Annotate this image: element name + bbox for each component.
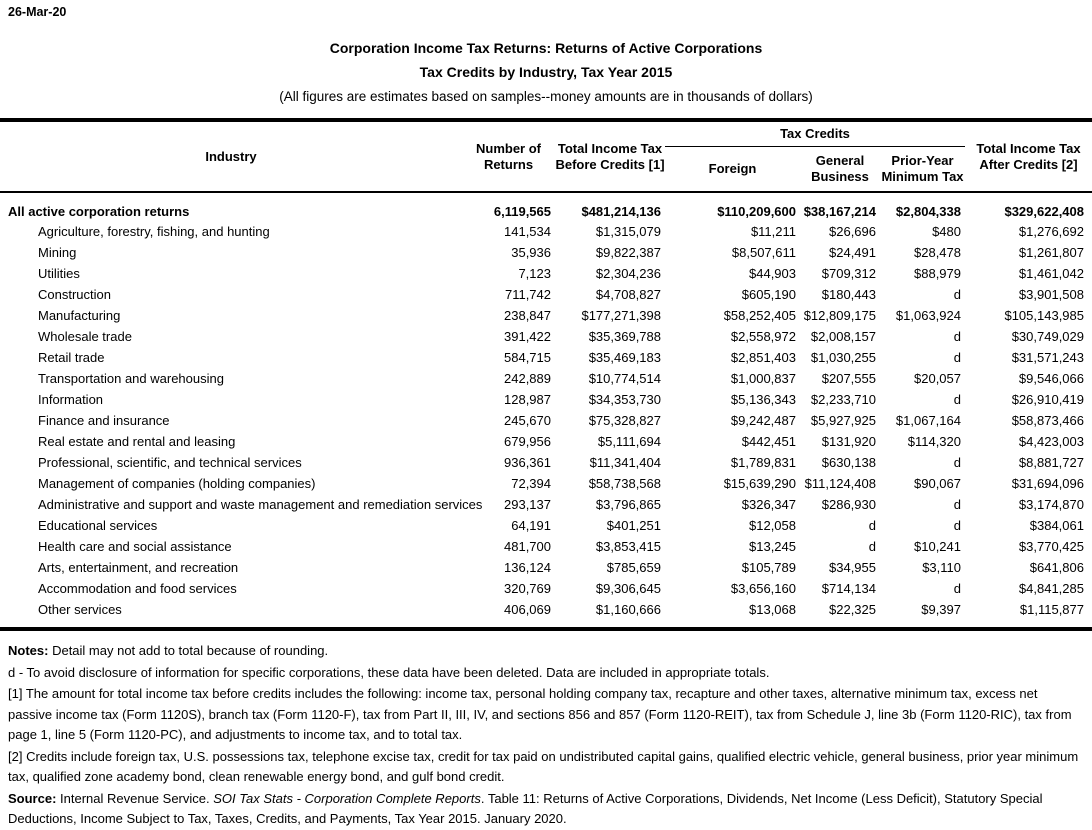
total-after-credits-cell: $31,694,096 bbox=[1011, 476, 1084, 491]
industry-cell: Finance and insurance bbox=[38, 413, 170, 428]
col-header-number-of-returns: Number of Returns bbox=[476, 140, 541, 172]
total-before-credits-cell: $58,738,568 bbox=[588, 476, 661, 491]
prior-year-minimum-cell: $2,804,338 bbox=[895, 203, 961, 219]
total-before-credits-cell: $1,315,079 bbox=[595, 224, 661, 239]
prior-year-minimum-cell: d bbox=[953, 518, 961, 533]
industry-cell: Real estate and rental and leasing bbox=[38, 434, 236, 449]
number-of-returns-cell: 238,847 bbox=[504, 308, 551, 323]
table-row bbox=[0, 192, 1092, 221]
prior-year-minimum-cell: d bbox=[953, 329, 961, 344]
total-after-credits-cell: $1,461,042 bbox=[1018, 266, 1084, 281]
total-after-credits-cell: $31,571,243 bbox=[1011, 350, 1084, 365]
general-business-credit-cell: $709,312 bbox=[821, 266, 876, 281]
table-row bbox=[0, 473, 1092, 494]
table-row bbox=[0, 410, 1092, 431]
table-row bbox=[0, 368, 1092, 389]
prior-year-minimum-cell: $28,478 bbox=[914, 245, 961, 260]
col-header-total-after-credits: Total Income Tax After Credits [2] bbox=[976, 140, 1081, 172]
general-business-credit-cell: $24,491 bbox=[829, 245, 876, 260]
total-after-credits-cell: $641,806 bbox=[1029, 560, 1084, 575]
footnotes-section bbox=[0, 641, 1092, 830]
foreign-credit-cell: $105,789 bbox=[741, 560, 796, 575]
number-of-returns-cell: 7,123 bbox=[518, 266, 551, 281]
source-suffix: . Table 11: Returns of Active Corporations, Dividends, Net Income (Less Deficit), Statutory Special Deductions, Income Subject to Tax, Taxes, Credits, and Payments, Tax Year 2015. January 2020. bbox=[8, 790, 1043, 826]
general-business-credit-cell: $714,134 bbox=[821, 581, 876, 596]
page-subtitle-line: Tax Credits by Industry, Tax Year 2015 bbox=[419, 64, 673, 80]
foreign-credit-cell: $9,242,487 bbox=[730, 413, 796, 428]
source-publication: SOI Tax Stats - Corporation Complete Reports bbox=[213, 790, 481, 806]
total-after-credits-cell: $329,622,408 bbox=[1004, 203, 1084, 219]
table-row bbox=[0, 263, 1092, 284]
notes-line bbox=[8, 641, 1082, 662]
col-group-header-tax-credits: Tax Credits bbox=[665, 122, 965, 146]
prior-year-minimum-cell: d bbox=[953, 497, 961, 512]
number-of-returns-cell: 141,534 bbox=[504, 224, 551, 239]
number-of-returns-cell: 242,889 bbox=[504, 371, 551, 386]
total-before-credits-cell: $481,214,136 bbox=[581, 203, 661, 219]
total-after-credits-cell: $105,143,985 bbox=[1004, 308, 1084, 323]
industry-cell: Accommodation and food services bbox=[38, 581, 237, 596]
general-business-credit-cell: $286,930 bbox=[821, 497, 876, 512]
number-of-returns-cell: 320,769 bbox=[504, 581, 551, 596]
notes-label: Notes: bbox=[8, 643, 49, 658]
table-bottom-rule bbox=[0, 627, 1092, 631]
footnote-1: [1] The amount for total income tax before credits includes the following: income tax, personal holding company tax, recapture and other taxes, alternative minimum tax, excess net passive income tax (Form 1120S), branch tax (Form 1120-F), tax from Part II, III, IV, and sections 856 and 857 (Form 1120-REIT), tax from Schedule J, line 3b (Form 1120-RIC), tax from page 1, line 5 (Form 1120-PC), and adjustments to income tax, and to total tax. bbox=[8, 686, 1072, 742]
total-after-credits-cell: $26,910,419 bbox=[1011, 392, 1084, 407]
prior-year-minimum-cell: $114,320 bbox=[907, 434, 961, 449]
total-after-credits-cell: $4,423,003 bbox=[1018, 434, 1084, 449]
table-row bbox=[0, 284, 1092, 305]
table-row bbox=[0, 494, 1092, 515]
general-business-credit-cell: $180,443 bbox=[821, 287, 876, 302]
foreign-credit-cell: $13,068 bbox=[749, 602, 796, 617]
table-row bbox=[0, 326, 1092, 347]
table-row bbox=[0, 557, 1092, 578]
general-business-credit-cell: $12,809,175 bbox=[803, 308, 876, 323]
prior-year-minimum-cell: $1,067,164 bbox=[895, 413, 961, 428]
industry-cell: Administrative and support and waste management and remediation services bbox=[38, 497, 483, 512]
industry-cell: Transportation and warehousing bbox=[38, 371, 224, 386]
total-after-credits-cell: $1,261,807 bbox=[1018, 245, 1084, 260]
number-of-returns-cell: 679,956 bbox=[504, 434, 551, 449]
number-of-returns-cell: 406,069 bbox=[504, 602, 551, 617]
general-business-credit-cell: $1,030,255 bbox=[810, 350, 876, 365]
foreign-credit-cell: $3,656,160 bbox=[730, 581, 796, 596]
total-before-credits-cell: $401,251 bbox=[606, 518, 661, 533]
industry-cell: Educational services bbox=[38, 518, 158, 533]
table-row bbox=[0, 536, 1092, 557]
col-header-general-business: General Business bbox=[811, 152, 869, 184]
foreign-credit-cell: $326,347 bbox=[741, 497, 796, 512]
number-of-returns-cell: 128,987 bbox=[504, 392, 551, 407]
prior-year-minimum-cell: d bbox=[953, 455, 961, 470]
industry-cell: Management of companies (holding companies) bbox=[38, 476, 316, 491]
table-row bbox=[0, 389, 1092, 410]
table-row bbox=[0, 578, 1092, 599]
industry-cell: Utilities bbox=[38, 266, 80, 281]
table-row bbox=[0, 347, 1092, 368]
page-title: Corporation Income Tax Returns: Returns of Active Corporations bbox=[329, 40, 763, 56]
total-before-credits-cell: $35,369,788 bbox=[588, 329, 661, 344]
total-before-credits-cell: $2,304,236 bbox=[595, 266, 661, 281]
data-table-wrapper bbox=[0, 118, 1092, 631]
prior-year-minimum-cell: $90,067 bbox=[914, 476, 961, 491]
foreign-credit-cell: $44,903 bbox=[749, 266, 796, 281]
total-after-credits-cell: $1,276,692 bbox=[1018, 224, 1084, 239]
number-of-returns-cell: 64,191 bbox=[511, 518, 551, 533]
general-business-credit-cell: $22,325 bbox=[829, 602, 876, 617]
table-row bbox=[0, 599, 1092, 627]
table-row bbox=[0, 452, 1092, 473]
foreign-credit-cell: $5,136,343 bbox=[730, 392, 796, 407]
general-business-credit-cell: $131,920 bbox=[821, 434, 876, 449]
number-of-returns-cell: 711,742 bbox=[504, 287, 551, 302]
industry-cell: Information bbox=[38, 392, 104, 407]
foreign-credit-cell: $442,451 bbox=[741, 434, 796, 449]
source-label: Source: bbox=[8, 790, 57, 806]
foreign-credit-cell: $13,245 bbox=[749, 539, 796, 554]
total-after-credits-cell: $3,901,508 bbox=[1018, 287, 1084, 302]
foreign-credit-cell: $1,789,831 bbox=[730, 455, 796, 470]
general-business-credit-cell: $11,124,408 bbox=[804, 476, 876, 491]
foreign-credit-cell: $1,000,837 bbox=[730, 371, 796, 386]
total-after-credits-cell: $30,749,029 bbox=[1011, 329, 1084, 344]
general-business-credit-cell: d bbox=[868, 539, 876, 554]
total-after-credits-cell: $1,115,877 bbox=[1019, 602, 1084, 617]
total-after-credits-cell: $8,881,727 bbox=[1018, 455, 1084, 470]
total-after-credits-cell: $384,061 bbox=[1029, 518, 1084, 533]
total-before-credits-cell: $9,822,387 bbox=[595, 245, 661, 260]
total-before-credits-cell: $3,853,415 bbox=[595, 539, 661, 554]
foreign-credit-cell: $2,851,403 bbox=[730, 350, 796, 365]
general-business-credit-cell: $34,955 bbox=[829, 560, 876, 575]
number-of-returns-cell: 245,670 bbox=[504, 413, 551, 428]
foreign-credit-cell: $12,058 bbox=[749, 518, 796, 533]
prior-year-minimum-cell: $1,063,924 bbox=[895, 308, 961, 323]
foreign-credit-cell: $2,558,972 bbox=[730, 329, 796, 344]
prior-year-minimum-cell: $9,397 bbox=[921, 602, 961, 617]
general-business-credit-cell: $5,927,925 bbox=[810, 413, 876, 428]
total-before-credits-cell: $5,111,694 bbox=[597, 434, 661, 449]
prior-year-minimum-cell: $20,057 bbox=[914, 371, 961, 386]
prior-year-minimum-cell: $88,979 bbox=[914, 266, 961, 281]
number-of-returns-cell: 6,119,565 bbox=[493, 203, 551, 219]
total-after-credits-cell: $3,174,870 bbox=[1018, 497, 1084, 512]
col-header-industry: Industry bbox=[205, 148, 257, 164]
col-header-foreign: Foreign bbox=[708, 160, 757, 176]
industry-cell: Mining bbox=[38, 245, 77, 260]
number-of-returns-cell: 936,361 bbox=[504, 455, 551, 470]
d-footnote: d - To avoid disclosure of information for specific corporations, these data have been deleted. Data are included in appropriate totals. bbox=[8, 664, 770, 680]
prior-year-minimum-cell: d bbox=[953, 350, 961, 365]
total-before-credits-cell: $3,796,865 bbox=[595, 497, 661, 512]
prior-year-minimum-cell: $480 bbox=[932, 224, 961, 239]
source-prefix: Internal Revenue Service. bbox=[60, 790, 210, 806]
number-of-returns-cell: 391,422 bbox=[504, 329, 551, 344]
total-before-credits-cell: $177,271,398 bbox=[581, 308, 661, 323]
number-of-returns-cell: 293,137 bbox=[504, 497, 551, 512]
table-body bbox=[0, 192, 1092, 627]
general-business-credit-cell: $2,233,710 bbox=[810, 392, 876, 407]
total-before-credits-cell: $4,708,827 bbox=[595, 287, 661, 302]
foreign-credit-cell: $605,190 bbox=[741, 287, 796, 302]
source-line bbox=[8, 789, 1082, 830]
industry-cell: Agriculture, forestry, fishing, and hunting bbox=[38, 224, 270, 239]
total-before-credits-cell: $75,328,827 bbox=[588, 413, 661, 428]
table-row bbox=[0, 431, 1092, 452]
industry-cell: Professional, scientific, and technical services bbox=[38, 455, 302, 470]
industry-cell: Other services bbox=[38, 602, 122, 617]
total-before-credits-cell: $1,160,666 bbox=[595, 602, 661, 617]
total-before-credits-cell: $9,306,645 bbox=[595, 581, 661, 596]
table-header bbox=[0, 122, 1092, 192]
tax-credits-table bbox=[0, 122, 1092, 627]
number-of-returns-cell: 584,715 bbox=[504, 350, 551, 365]
general-business-credit-cell: $2,008,157 bbox=[810, 329, 876, 344]
industry-cell: Manufacturing bbox=[38, 308, 121, 323]
number-of-returns-cell: 35,936 bbox=[511, 245, 551, 260]
total-before-credits-cell: $34,353,730 bbox=[588, 392, 661, 407]
general-business-credit-cell: $38,167,214 bbox=[803, 203, 876, 219]
general-business-credit-cell: $630,138 bbox=[821, 455, 876, 470]
industry-cell: All active corporation returns bbox=[8, 203, 190, 219]
general-business-credit-cell: d bbox=[868, 518, 876, 533]
industry-cell: Arts, entertainment, and recreation bbox=[38, 560, 239, 575]
foreign-credit-cell: $58,252,405 bbox=[723, 308, 796, 323]
total-before-credits-cell: $35,469,183 bbox=[588, 350, 661, 365]
total-after-credits-cell: $9,546,066 bbox=[1018, 371, 1084, 386]
title-block bbox=[0, 0, 1092, 105]
number-of-returns-cell: 72,394 bbox=[511, 476, 551, 491]
foreign-credit-cell: $110,209,600 bbox=[717, 203, 796, 219]
number-of-returns-cell: 481,700 bbox=[504, 539, 551, 554]
prior-year-minimum-cell: $10,241 bbox=[914, 539, 961, 554]
prior-year-minimum-cell: $3,110 bbox=[922, 560, 961, 575]
table-row bbox=[0, 305, 1092, 326]
notes-text: Detail may not add to total because of rounding. bbox=[52, 643, 329, 658]
col-header-prior-year-minimum-tax: Prior-Year Minimum Tax bbox=[881, 152, 964, 184]
col-header-total-before-credits: Total Income Tax Before Credits [1] bbox=[555, 140, 665, 172]
total-after-credits-cell: $4,841,285 bbox=[1018, 581, 1084, 596]
table-caption: (All figures are estimates based on samples--money amounts are in thousands of dollars) bbox=[279, 89, 813, 104]
foreign-credit-cell: $8,507,611 bbox=[731, 245, 796, 260]
total-before-credits-cell: $10,774,514 bbox=[588, 371, 661, 386]
prior-year-minimum-cell: d bbox=[953, 581, 961, 596]
prior-year-minimum-cell: d bbox=[953, 287, 961, 302]
footnote-2: [2] Credits include foreign tax, U.S. possessions tax, telephone excise tax, credit for tax paid on undistributed capital gains, qualified electric vehicle, general business, prior year minimum tax, qualified zone academy bond, clean renewable energy bond, and gulf bond credit. bbox=[8, 748, 1079, 784]
total-before-credits-cell: $785,659 bbox=[606, 560, 661, 575]
industry-cell: Retail trade bbox=[38, 350, 105, 365]
total-before-credits-cell: $11,341,404 bbox=[589, 455, 661, 470]
foreign-credit-cell: $15,639,290 bbox=[723, 476, 796, 491]
prior-year-minimum-cell: d bbox=[953, 392, 961, 407]
total-after-credits-cell: $58,873,466 bbox=[1011, 413, 1084, 428]
industry-cell: Health care and social assistance bbox=[38, 539, 232, 554]
general-business-credit-cell: $26,696 bbox=[829, 224, 876, 239]
table-row bbox=[0, 221, 1092, 242]
table-row bbox=[0, 242, 1092, 263]
industry-cell: Wholesale trade bbox=[38, 329, 132, 344]
foreign-credit-cell: $11,211 bbox=[750, 224, 796, 239]
general-business-credit-cell: $207,555 bbox=[821, 371, 876, 386]
total-after-credits-cell: $3,770,425 bbox=[1018, 539, 1084, 554]
table-row bbox=[0, 515, 1092, 536]
report-date: 26-Mar-20 bbox=[8, 5, 67, 19]
industry-cell: Construction bbox=[38, 287, 111, 302]
number-of-returns-cell: 136,124 bbox=[504, 560, 551, 575]
